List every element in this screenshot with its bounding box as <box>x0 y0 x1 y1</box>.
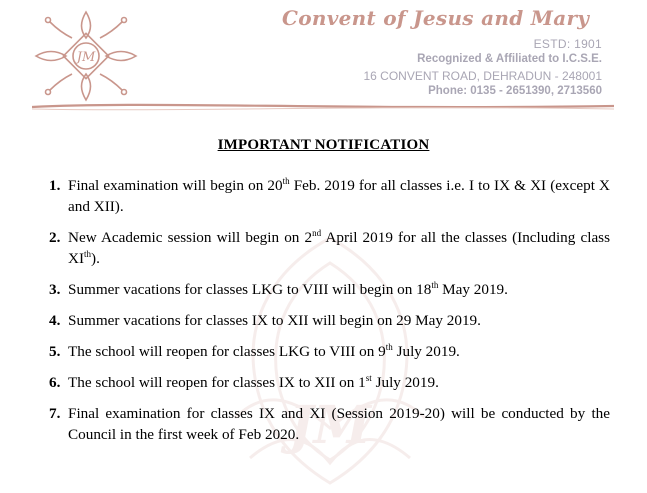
establishment-year: ESTD: 1901 <box>533 37 602 51</box>
item-sup: th <box>282 176 290 186</box>
item-sup: nd <box>312 228 322 238</box>
item-sup: th <box>431 280 439 290</box>
item-text: The school will reopen for classes IX to XII on 1 <box>68 374 366 391</box>
notice-title: IMPORTANT NOTIFICATION <box>217 137 430 153</box>
list-item <box>46 372 610 393</box>
item-text: The school will reopen for classes LKG to VIII on 9 <box>68 343 386 360</box>
item-number: 5. <box>49 343 61 360</box>
watermark-monogram: JM <box>288 395 372 456</box>
list-item <box>46 403 610 445</box>
list-item <box>46 279 610 300</box>
list-item <box>46 310 610 331</box>
school-name: Convent of Jesus and Mary <box>282 6 590 30</box>
list-item <box>46 341 610 362</box>
item-text-end: ). <box>91 250 100 267</box>
school-phone: Phone: 0135 - 2651390, 2713560 <box>428 85 602 97</box>
school-address: 16 CONVENT ROAD, DEHRADUN - 248001 <box>363 69 602 83</box>
recognition-text: Recognized & Affiliated to I.C.S.E. <box>417 53 602 65</box>
school-logo-icon <box>30 8 142 104</box>
item-text-cont: July 2019. <box>371 374 439 391</box>
item-number: 2. <box>49 229 61 246</box>
item-text: Summer vacations for classes LKG to VIII will begin on 18 <box>68 281 432 298</box>
list-item <box>46 175 610 217</box>
item-number: 7. <box>49 405 61 422</box>
item-sup: th <box>84 249 92 259</box>
item-number: 4. <box>49 312 61 329</box>
header-divider <box>32 98 614 116</box>
item-number: 3. <box>49 281 61 298</box>
notice-list <box>46 175 610 455</box>
item-sup: th <box>385 342 393 352</box>
item-number: 6. <box>49 374 61 391</box>
item-text: Final examination will begin on 20 <box>68 177 283 194</box>
logo-monogram: JM <box>76 50 96 65</box>
item-text: Summer vacations for classes IX to XII will begin on 29 May 2019. <box>68 312 481 329</box>
item-text-cont: May 2019. <box>438 281 508 298</box>
list-item <box>46 227 610 269</box>
item-text-cont: July 2019. <box>392 343 460 360</box>
item-text: New Academic session will begin on 2 <box>68 229 313 246</box>
item-text-cont: April 2019 for all the classes (Including class XI <box>68 229 610 267</box>
item-sup: st <box>365 373 372 383</box>
item-text: Final examination for classes IX and XI (Session 2019-20) will be conducted by the Council in the first week of Feb 2020. <box>68 405 610 443</box>
item-number: 1. <box>49 177 61 194</box>
item-text-cont: Feb. 2019 for all classes i.e. I to IX & XI (except X and XII). <box>68 177 610 215</box>
